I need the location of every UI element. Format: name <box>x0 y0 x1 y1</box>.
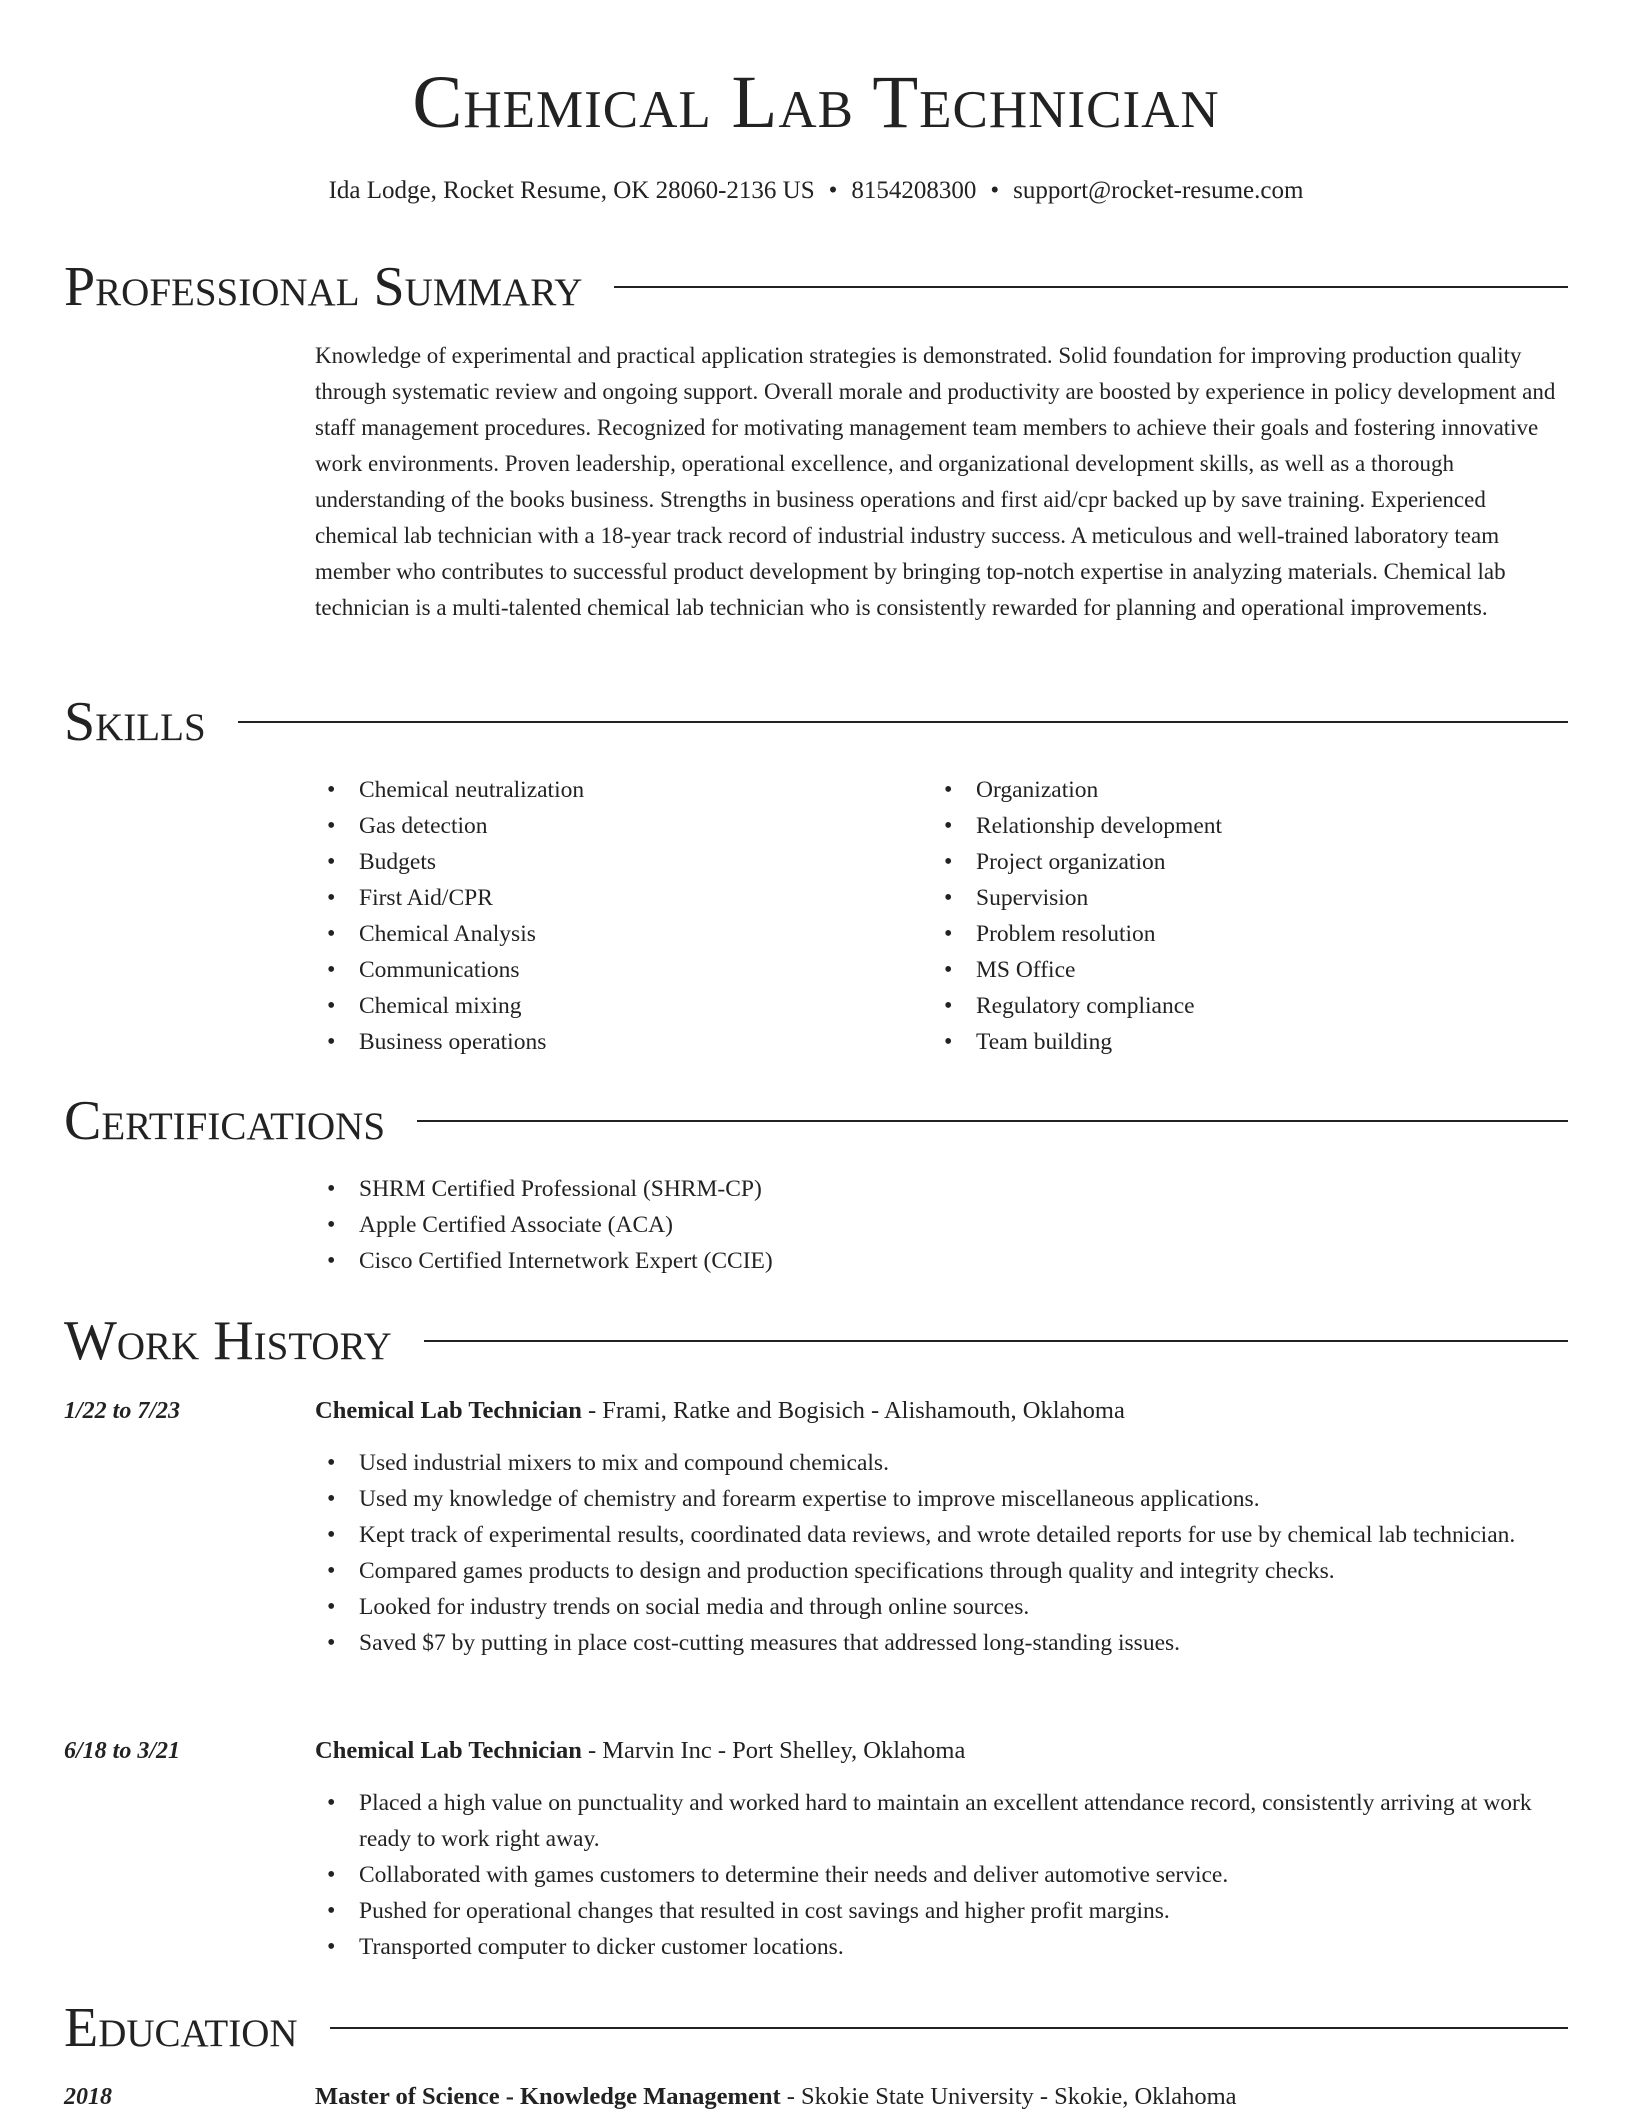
job-employer-location: - Frami, Ratke and Bogisich - Alishamouth, Oklahoma <box>581 1397 1125 1424</box>
job-bullet: • Used industrial mixers to mix and compound chemicals. <box>315 1445 1565 1481</box>
skill-item: • Gas detection <box>315 808 915 844</box>
skills-list-right <box>932 772 1552 1060</box>
section-title: Skills <box>64 691 206 753</box>
skill-item: • Budgets <box>315 844 915 880</box>
skill-item: • Business operations <box>315 1024 915 1060</box>
section-divider <box>417 1120 1568 1122</box>
job-bullet: • Kept track of experimental results, coordinated data reviews, and wrote detailed reports for use by chemical lab technician. <box>315 1517 1565 1553</box>
job-bullet: • Compared games products to design and production specifications through quality and integrity checks. <box>315 1553 1565 1589</box>
job-role: Chemical Lab Technician <box>315 1397 582 1424</box>
skill-item: • Chemical Analysis <box>315 916 915 952</box>
section-divider <box>614 286 1568 288</box>
skill-item: • Organization <box>932 772 1552 808</box>
job-bullet: • Transported computer to dicker customer locations. <box>315 1929 1565 1965</box>
job-dates: 6/18 to 3/21 <box>64 1738 181 1764</box>
section-title: Certifications <box>64 1090 386 1152</box>
contact-line <box>0 175 1632 207</box>
certification-item: • SHRM Certified Professional (SHRM-CP) <box>315 1171 1565 1207</box>
skill-item: • Supervision <box>932 880 1552 916</box>
contact-email[interactable]: support@rocket-resume.com <box>1013 177 1304 204</box>
skill-item: • Team building <box>932 1024 1552 1060</box>
job-heading <box>315 1733 1565 1769</box>
certifications-list <box>315 1171 1565 1279</box>
contact-separator: • <box>990 177 1000 204</box>
section-title: Work History <box>64 1310 392 1372</box>
education-heading <box>315 2079 1565 2115</box>
resume-title: Chemical Lab Technician <box>412 61 1220 144</box>
work-history-section-header <box>64 1309 1568 1373</box>
summary-section-header <box>64 255 1568 319</box>
education-section-header <box>64 1996 1568 2060</box>
job-bullet: • Used my knowledge of chemistry and forearm expertise to improve miscellaneous applications. <box>315 1481 1565 1517</box>
contact-address: Ida Lodge, Rocket Resume, OK 28060-2136 US <box>328 177 815 204</box>
education-school-location: - Skokie State University - Skokie, Oklahoma <box>780 2083 1237 2110</box>
contact-phone: 8154208300 <box>851 177 977 204</box>
skill-item: • Project organization <box>932 844 1552 880</box>
certification-item: • Apple Certified Associate (ACA) <box>315 1207 1565 1243</box>
skill-item: • Problem resolution <box>932 916 1552 952</box>
section-title: Education <box>64 1997 298 2059</box>
summary-text: Knowledge of experimental and practical application strategies is demonstrated. Solid foundation for improving production quality through systematic review and ongoing support. Overall morale and productivity are boosted by experience in policy development and staff management procedures. Recognized for motivating management team members to achieve their goals and fostering innovative work environments. Proven leadership, operational excellence, and organizational development skills, as well as a thorough understanding of the books business. Strengths in business operations and first aid/cpr backed up by save training. Experienced chemical lab technician with a 18-year track record of industrial industry success. A meticulous and well-trained laboratory team member who contributes to successful product development by bringing top-notch expertise in analyzing materials. Chemical lab technician is a multi-talented chemical lab technician who is consistently rewarded for planning and operational improvements. <box>315 343 1556 620</box>
section-divider <box>330 2027 1568 2029</box>
job-role: Chemical Lab Technician <box>315 1737 582 1764</box>
skill-item: • Relationship development <box>932 808 1552 844</box>
education-year: 2018 <box>64 2084 112 2110</box>
contact-separator: • <box>828 177 838 204</box>
job-bullet: • Saved $7 by putting in place cost-cutting measures that addressed long-standing issues. <box>315 1625 1565 1661</box>
skill-item: • Communications <box>315 952 915 988</box>
job-bullet: • Pushed for operational changes that resulted in cost savings and higher profit margins. <box>315 1893 1565 1929</box>
skill-item: • Chemical neutralization <box>315 772 915 808</box>
education-degree: Master of Science - Knowledge Management <box>315 2083 781 2110</box>
job-bullet: • Collaborated with games customers to determine their needs and deliver automotive service. <box>315 1857 1565 1893</box>
job-heading <box>315 1393 1565 1429</box>
section-title: Professional Summary <box>64 256 583 318</box>
job-bullets <box>315 1445 1565 1661</box>
certification-item: • Cisco Certified Internetwork Expert (CCIE) <box>315 1243 1565 1279</box>
certifications-section-header <box>64 1089 1568 1153</box>
skill-item: • MS Office <box>932 952 1552 988</box>
skills-section-header <box>64 690 1568 754</box>
skill-item: • Chemical mixing <box>315 988 915 1024</box>
job-dates: 1/22 to 7/23 <box>64 1398 181 1424</box>
skills-list-left <box>315 772 915 1060</box>
section-divider <box>238 721 1568 723</box>
job-bullet: • Placed a high value on punctuality and worked hard to maintain an excellent attendance record, consistently arriving at work ready to work right away. <box>315 1785 1565 1857</box>
section-divider <box>424 1340 1568 1342</box>
job-bullets <box>315 1785 1565 1965</box>
skill-item: • Regulatory compliance <box>932 988 1552 1024</box>
job-employer-location: - Marvin Inc - Port Shelley, Oklahoma <box>581 1737 966 1764</box>
job-bullet: • Looked for industry trends on social media and through online sources. <box>315 1589 1565 1625</box>
skill-item: • First Aid/CPR <box>315 880 915 916</box>
